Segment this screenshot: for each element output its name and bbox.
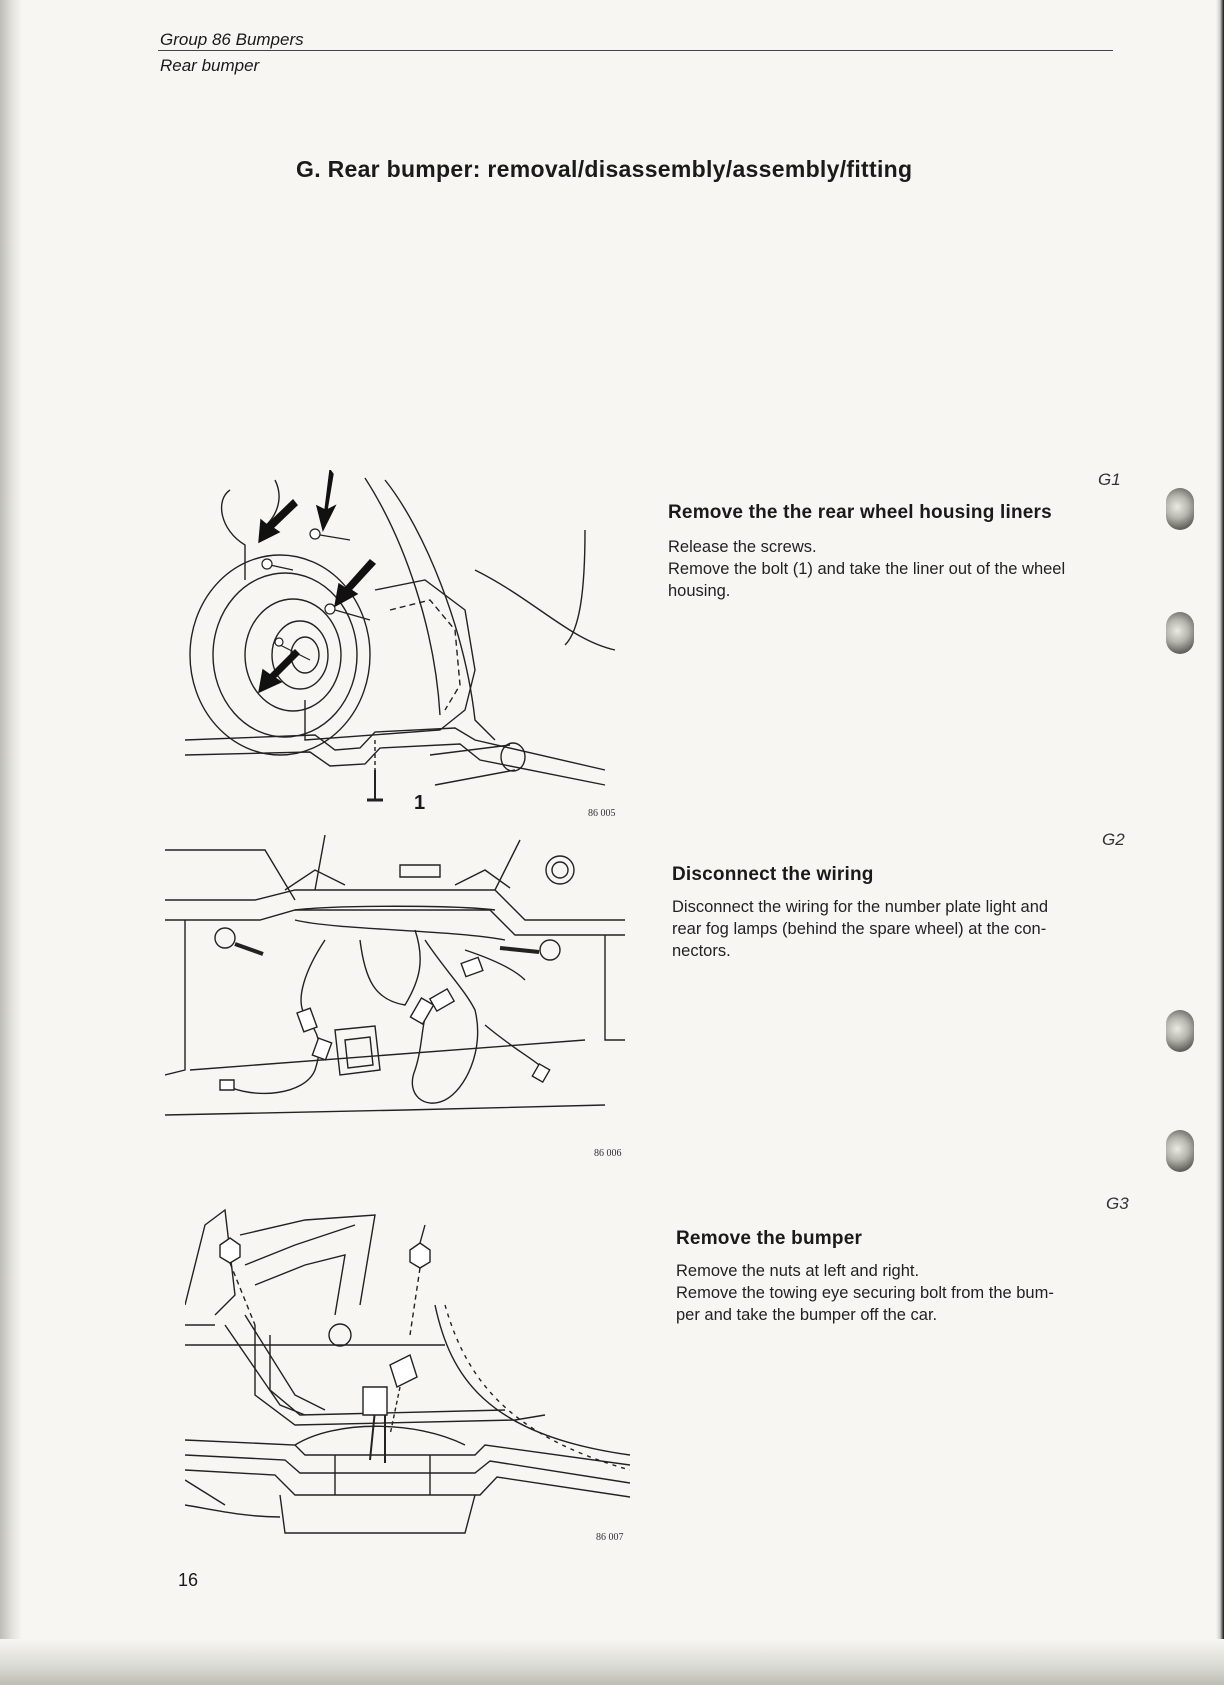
- step-text-line: per and take the bumper off the car.: [676, 1306, 938, 1324]
- step-text-line: Release the screws.: [668, 538, 817, 556]
- step-text-line: rear fog lamps (behind the spare wheel) at the con-: [672, 920, 1047, 938]
- page-binding-shadow: [0, 0, 22, 1685]
- step-title-g3: Remove the bumper: [676, 1228, 863, 1249]
- header-section: Rear bumper: [160, 56, 260, 75]
- step-text-line: housing.: [668, 582, 731, 600]
- figure-1-callout: 1: [414, 792, 426, 814]
- binder-ring-4: [1166, 1130, 1194, 1172]
- step-text-line: Remove the nuts at left and right.: [676, 1262, 920, 1280]
- step-text-line: Remove the towing eye securing bolt from the bum-: [676, 1284, 1054, 1302]
- page-right-edge: [1216, 0, 1224, 1685]
- step-text-line: Disconnect the wiring for the number plate light and: [672, 898, 1049, 916]
- page-title: G. Rear bumper: removal/disassembly/assembly/fitting: [296, 156, 913, 182]
- step-text-g2: [672, 896, 1137, 962]
- binder-ring-1: [1166, 488, 1194, 530]
- figure-2-code: 86 006: [594, 1148, 622, 1159]
- step-title-g1: Remove the the rear wheel housing liners: [668, 502, 1052, 523]
- figure-1-code: 86 005: [588, 808, 616, 819]
- figure-bumper-removal: [185, 1205, 630, 1550]
- step-text-g1: [668, 536, 1133, 602]
- step-id-g1: G1: [1098, 470, 1121, 489]
- header-rule: [158, 50, 1113, 51]
- binder-ring-2: [1166, 612, 1194, 654]
- figure-wiring-connectors: [165, 830, 625, 1120]
- figure-wheel-housing-liner: [175, 470, 625, 820]
- binder-ring-3: [1166, 1010, 1194, 1052]
- step-text-line: nectors.: [672, 942, 731, 960]
- step-id-g3: G3: [1106, 1194, 1129, 1213]
- figure-3-code: 86 007: [596, 1532, 624, 1543]
- page-bottom-edge: [0, 1639, 1224, 1685]
- header-group: Group 86 Bumpers: [160, 30, 304, 49]
- page-number: 16: [178, 1570, 199, 1590]
- step-title-g2: Disconnect the wiring: [672, 864, 874, 885]
- step-text-g3: [676, 1260, 1141, 1326]
- step-text-line: Remove the bolt (1) and take the liner out of the wheel: [668, 560, 1066, 578]
- step-id-g2: G2: [1102, 830, 1125, 849]
